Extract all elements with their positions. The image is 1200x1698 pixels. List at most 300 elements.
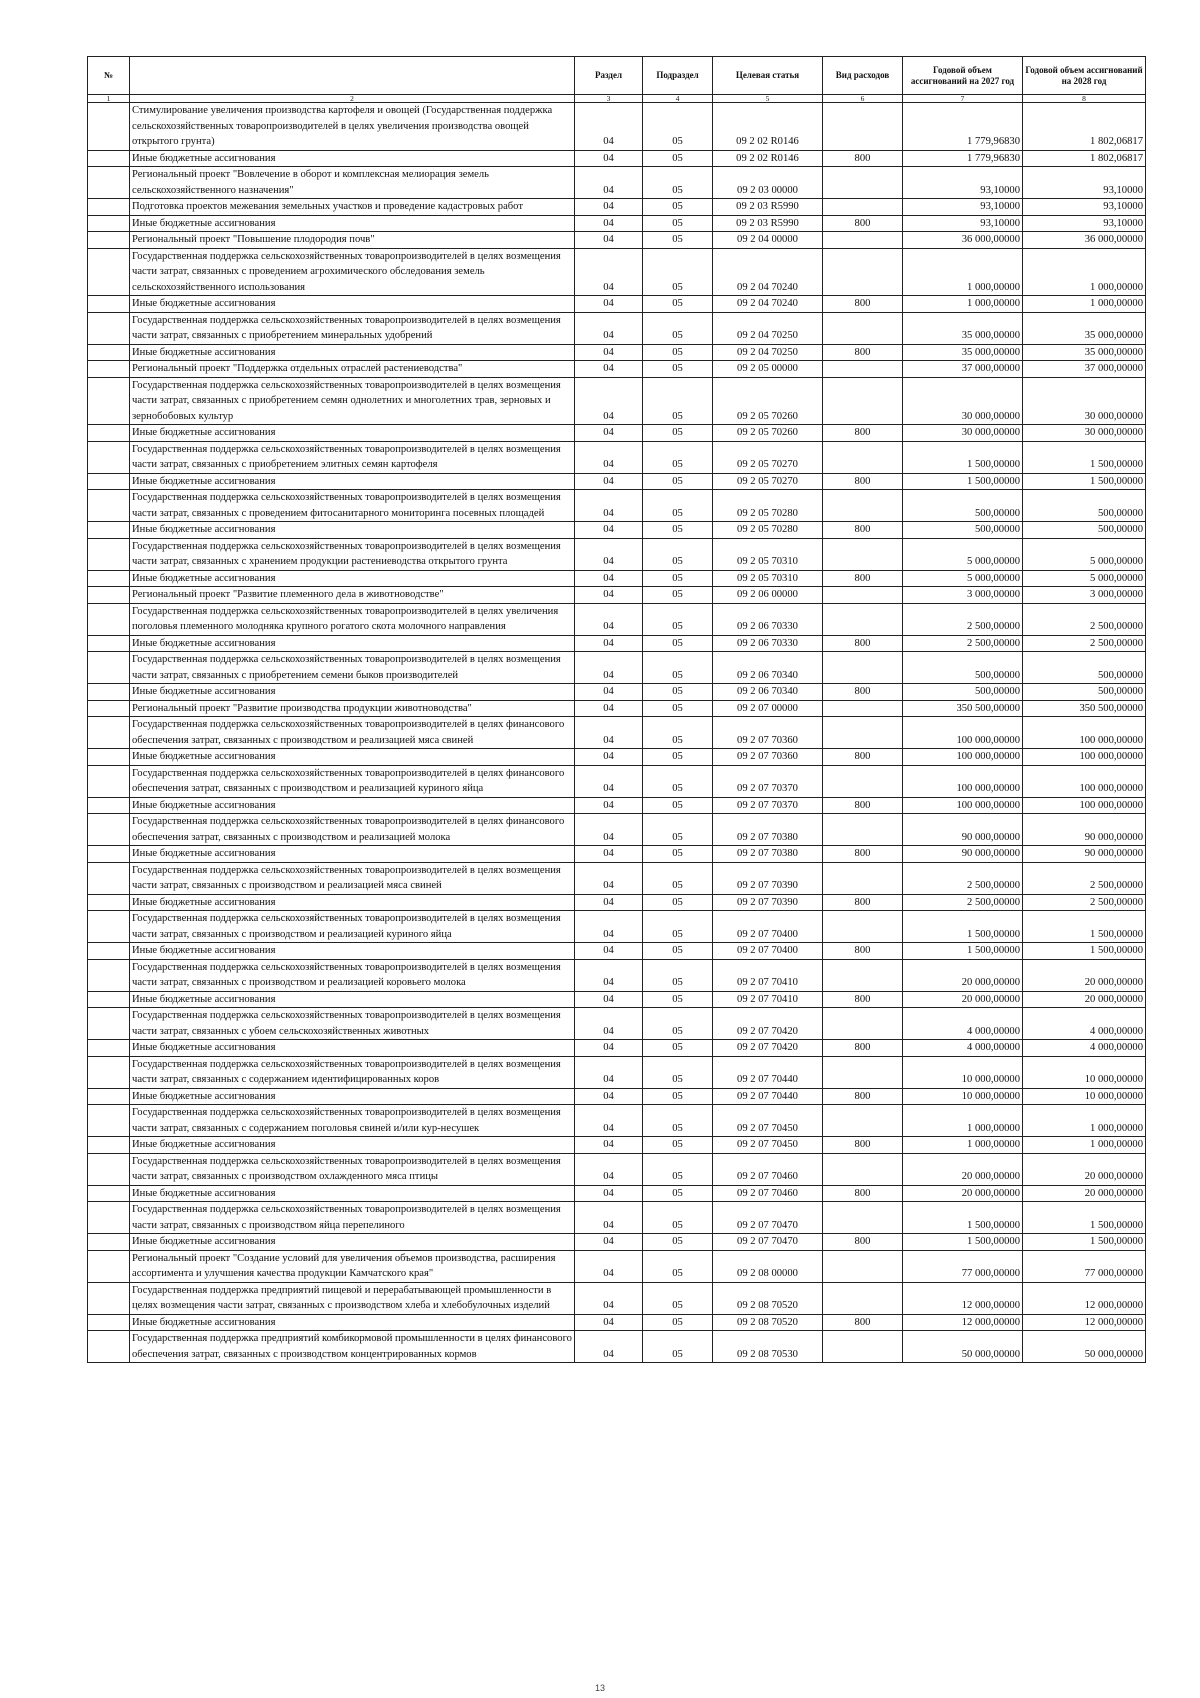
row-section-cell: 04 [575,749,643,766]
row-allocation-2028-cell: 350 500,00000 [1023,700,1146,717]
table-row [88,991,1146,1008]
row-expense-kind-cell: 800 [823,425,903,442]
row-expense-kind-cell: 800 [823,150,903,167]
row-allocation-2028-cell: 1 000,00000 [1023,296,1146,313]
row-number-cell [88,167,130,199]
row-number-cell [88,1040,130,1057]
table-row [88,1331,1146,1363]
row-target-article-cell: 09 2 07 70380 [713,846,823,863]
row-number-cell [88,959,130,991]
table-row [88,490,1146,522]
row-target-article-cell: 09 2 08 70530 [713,1331,823,1363]
row-allocation-2028-cell: 500,00000 [1023,490,1146,522]
table-row [88,441,1146,473]
row-section-cell: 04 [575,1202,643,1234]
row-expense-kind-cell [823,248,903,296]
row-allocation-2028-cell: 20 000,00000 [1023,959,1146,991]
table-row [88,344,1146,361]
row-expense-kind-cell: 800 [823,1234,903,1251]
row-expense-kind-cell [823,587,903,604]
row-subsection-cell: 05 [643,959,713,991]
table-row [88,215,1146,232]
row-allocation-2027-cell: 20 000,00000 [903,1153,1023,1185]
row-allocation-2027-cell: 30 000,00000 [903,377,1023,425]
row-allocation-2027-cell: 1 000,00000 [903,1105,1023,1137]
row-allocation-2028-cell: 93,10000 [1023,167,1146,199]
table-row [88,749,1146,766]
row-allocation-2028-cell: 2 500,00000 [1023,603,1146,635]
row-expense-kind-cell: 800 [823,635,903,652]
row-allocation-2027-cell: 12 000,00000 [903,1314,1023,1331]
row-allocation-2027-cell: 1 000,00000 [903,1137,1023,1154]
row-name-cell: Региональный проект "Вовлечение в оборот и комплексная мелиорация земель сельскохозяйственного назначения" [130,167,575,199]
row-allocation-2027-cell: 4 000,00000 [903,1008,1023,1040]
row-allocation-2027-cell: 350 500,00000 [903,700,1023,717]
row-subsection-cell: 05 [643,1040,713,1057]
column-header-number: № [88,57,130,95]
table-row [88,765,1146,797]
row-subsection-cell: 05 [643,700,713,717]
row-name-cell: Государственная поддержка сельскохозяйственных товаропроизводителей в целях возмещения части затрат, связанных с содержанием поголовья свиней и/или кур-несушек [130,1105,575,1137]
row-section-cell: 04 [575,911,643,943]
row-subsection-cell: 05 [643,1008,713,1040]
row-name-cell: Иные бюджетные ассигнования [130,894,575,911]
row-expense-kind-cell [823,1282,903,1314]
row-expense-kind-cell [823,490,903,522]
row-expense-kind-cell: 800 [823,1137,903,1154]
row-expense-kind-cell: 800 [823,943,903,960]
row-name-cell: Государственная поддержка сельскохозяйственных товаропроизводителей в целях возмещения части затрат, связанных с приобретением элитных семян картофеля [130,441,575,473]
row-subsection-cell: 05 [643,538,713,570]
row-subsection-cell: 05 [643,797,713,814]
row-target-article-cell: 09 2 08 00000 [713,1250,823,1282]
row-allocation-2028-cell: 1 802,06817 [1023,103,1146,151]
column-number-row [88,95,1146,103]
row-target-article-cell: 09 2 07 70370 [713,765,823,797]
table-row [88,473,1146,490]
row-allocation-2027-cell: 10 000,00000 [903,1088,1023,1105]
row-name-cell: Государственная поддержка сельскохозяйственных товаропроизводителей в целях финансового обеспечения затрат, связанных с производством и реализацией куриного яйца [130,765,575,797]
row-subsection-cell: 05 [643,1250,713,1282]
row-expense-kind-cell: 800 [823,749,903,766]
row-expense-kind-cell: 800 [823,684,903,701]
row-name-cell: Иные бюджетные ассигнования [130,1234,575,1251]
row-allocation-2028-cell: 93,10000 [1023,215,1146,232]
row-allocation-2028-cell: 30 000,00000 [1023,425,1146,442]
row-name-cell: Иные бюджетные ассигнования [130,296,575,313]
row-subsection-cell: 05 [643,167,713,199]
row-target-article-cell: 09 2 05 70260 [713,425,823,442]
row-number-cell [88,248,130,296]
row-allocation-2028-cell: 90 000,00000 [1023,846,1146,863]
column-header-name [130,57,575,95]
row-subsection-cell: 05 [643,522,713,539]
row-allocation-2027-cell: 500,00000 [903,522,1023,539]
row-allocation-2028-cell: 36 000,00000 [1023,232,1146,249]
table-row [88,1185,1146,1202]
table-row [88,700,1146,717]
row-target-article-cell: 09 2 07 70400 [713,911,823,943]
column-number: 3 [575,95,643,103]
table-header-row [88,57,1146,95]
column-number: 1 [88,95,130,103]
row-allocation-2028-cell: 77 000,00000 [1023,1250,1146,1282]
row-section-cell: 04 [575,361,643,378]
row-number-cell [88,862,130,894]
row-allocation-2027-cell: 100 000,00000 [903,749,1023,766]
row-section-cell: 04 [575,296,643,313]
row-expense-kind-cell: 800 [823,797,903,814]
row-section-cell: 04 [575,150,643,167]
row-subsection-cell: 05 [643,103,713,151]
row-number-cell [88,312,130,344]
row-name-cell: Государственная поддержка сельскохозяйственных товаропроизводителей в целях возмещения части затрат, связанных с производством и реализацией куриного яйца [130,911,575,943]
row-allocation-2028-cell: 1 500,00000 [1023,441,1146,473]
row-subsection-cell: 05 [643,312,713,344]
row-allocation-2027-cell: 90 000,00000 [903,814,1023,846]
row-subsection-cell: 05 [643,862,713,894]
row-allocation-2028-cell: 500,00000 [1023,522,1146,539]
row-number-cell [88,797,130,814]
row-number-cell [88,1234,130,1251]
table-row [88,232,1146,249]
row-name-cell: Государственная поддержка сельскохозяйственных товаропроизводителей в целях увеличения поголовья племенного молодняка крупного рогатого скота молочного направления [130,603,575,635]
row-section-cell: 04 [575,425,643,442]
row-target-article-cell: 09 2 07 70470 [713,1234,823,1251]
row-expense-kind-cell [823,103,903,151]
column-number: 8 [1023,95,1146,103]
row-allocation-2027-cell: 500,00000 [903,490,1023,522]
row-section-cell: 04 [575,248,643,296]
row-target-article-cell: 09 2 07 70450 [713,1105,823,1137]
row-name-cell: Иные бюджетные ассигнования [130,473,575,490]
table-row [88,587,1146,604]
row-expense-kind-cell [823,377,903,425]
row-name-cell: Государственная поддержка сельскохозяйственных товаропроизводителей в целях возмещения части затрат, связанных с хранением продукции растениеводства открытого грунта [130,538,575,570]
table-row [88,1040,1146,1057]
table-row [88,652,1146,684]
row-expense-kind-cell: 800 [823,1185,903,1202]
page-number: 13 [594,1683,605,1693]
table-row [88,684,1146,701]
row-allocation-2028-cell: 100 000,00000 [1023,749,1146,766]
row-name-cell: Государственная поддержка сельскохозяйственных товаропроизводителей в целях возмещения части затрат, связанных с убоем сельскохозяйственных животных [130,1008,575,1040]
row-expense-kind-cell [823,700,903,717]
row-target-article-cell: 09 2 05 00000 [713,361,823,378]
table-row [88,959,1146,991]
row-target-article-cell: 09 2 07 70370 [713,797,823,814]
row-allocation-2027-cell: 100 000,00000 [903,765,1023,797]
row-allocation-2028-cell: 5 000,00000 [1023,570,1146,587]
row-allocation-2027-cell: 2 500,00000 [903,635,1023,652]
row-section-cell: 04 [575,1282,643,1314]
row-number-cell [88,1185,130,1202]
row-name-cell: Региональный проект "Развитие племенного дела в животноводстве" [130,587,575,604]
row-allocation-2028-cell: 1 500,00000 [1023,1202,1146,1234]
row-allocation-2027-cell: 35 000,00000 [903,344,1023,361]
column-number: 6 [823,95,903,103]
row-name-cell: Иные бюджетные ассигнования [130,522,575,539]
row-subsection-cell: 05 [643,943,713,960]
row-section-cell: 04 [575,1088,643,1105]
column-header-target-article: Целевая статья [713,57,823,95]
row-number-cell [88,587,130,604]
row-subsection-cell: 05 [643,1137,713,1154]
row-expense-kind-cell [823,1153,903,1185]
row-target-article-cell: 09 2 02 R0146 [713,150,823,167]
row-allocation-2028-cell: 100 000,00000 [1023,797,1146,814]
row-allocation-2028-cell: 37 000,00000 [1023,361,1146,378]
row-target-article-cell: 09 2 07 70380 [713,814,823,846]
row-target-article-cell: 09 2 07 70440 [713,1056,823,1088]
row-name-cell: Государственная поддержка сельскохозяйственных товаропроизводителей в целях возмещения части затрат, связанных с приобретением семени быков производителей [130,652,575,684]
row-allocation-2028-cell: 2 500,00000 [1023,635,1146,652]
row-number-cell [88,522,130,539]
row-target-article-cell: 09 2 02 R0146 [713,103,823,151]
row-name-cell: Иные бюджетные ассигнования [130,846,575,863]
table-row [88,1202,1146,1234]
row-expense-kind-cell: 800 [823,1314,903,1331]
row-allocation-2028-cell: 90 000,00000 [1023,814,1146,846]
row-allocation-2027-cell: 1 779,96830 [903,103,1023,151]
row-name-cell: Государственная поддержка сельскохозяйственных товаропроизводителей в целях возмещения части затрат, связанных с производством и реализацией коровьего молока [130,959,575,991]
row-number-cell [88,717,130,749]
row-expense-kind-cell: 800 [823,344,903,361]
row-expense-kind-cell [823,167,903,199]
row-allocation-2027-cell: 1 779,96830 [903,150,1023,167]
row-section-cell: 04 [575,1056,643,1088]
table-row [88,603,1146,635]
row-section-cell: 04 [575,199,643,216]
row-section-cell: 04 [575,603,643,635]
row-number-cell [88,103,130,151]
row-target-article-cell: 09 2 07 70460 [713,1185,823,1202]
row-allocation-2028-cell: 1 000,00000 [1023,1105,1146,1137]
row-target-article-cell: 09 2 05 70310 [713,538,823,570]
row-expense-kind-cell: 800 [823,991,903,1008]
row-allocation-2027-cell: 100 000,00000 [903,797,1023,814]
row-target-article-cell: 09 2 04 70240 [713,248,823,296]
table-row [88,862,1146,894]
row-expense-kind-cell: 800 [823,215,903,232]
row-subsection-cell: 05 [643,1153,713,1185]
row-name-cell: Региональный проект "Поддержка отдельных отраслей растениеводства" [130,361,575,378]
row-name-cell: Региональный проект "Развитие производства продукции животноводства" [130,700,575,717]
table-row [88,377,1146,425]
row-subsection-cell: 05 [643,603,713,635]
row-number-cell [88,652,130,684]
row-target-article-cell: 09 2 05 70260 [713,377,823,425]
row-target-article-cell: 09 2 07 70390 [713,862,823,894]
row-expense-kind-cell: 800 [823,473,903,490]
table-row [88,1137,1146,1154]
column-header-section: Раздел [575,57,643,95]
row-expense-kind-cell [823,959,903,991]
row-target-article-cell: 09 2 03 R5990 [713,215,823,232]
row-subsection-cell: 05 [643,473,713,490]
table-row [88,911,1146,943]
row-subsection-cell: 05 [643,1202,713,1234]
row-name-cell: Иные бюджетные ассигнования [130,215,575,232]
row-subsection-cell: 05 [643,846,713,863]
row-name-cell: Государственная поддержка сельскохозяйственных товаропроизводителей в целях финансового обеспечения затрат, связанных с производством и реализацией мяса свиней [130,717,575,749]
row-allocation-2027-cell: 2 500,00000 [903,894,1023,911]
row-section-cell: 04 [575,959,643,991]
row-allocation-2028-cell: 1 000,00000 [1023,248,1146,296]
row-expense-kind-cell [823,441,903,473]
row-subsection-cell: 05 [643,248,713,296]
row-name-cell: Региональный проект "Создание условий для увеличения объемов производства, расширения ассортимента и улучшения качества продукции Камчатского края" [130,1250,575,1282]
row-number-cell [88,425,130,442]
row-target-article-cell: 09 2 06 70330 [713,635,823,652]
row-expense-kind-cell [823,199,903,216]
row-target-article-cell: 09 2 06 70340 [713,652,823,684]
table-row [88,814,1146,846]
row-allocation-2028-cell: 35 000,00000 [1023,344,1146,361]
row-expense-kind-cell [823,1331,903,1363]
row-subsection-cell: 05 [643,425,713,442]
row-allocation-2027-cell: 35 000,00000 [903,312,1023,344]
row-section-cell: 04 [575,570,643,587]
row-allocation-2028-cell: 2 500,00000 [1023,894,1146,911]
column-header-subsection: Подраздел [643,57,713,95]
row-allocation-2027-cell: 12 000,00000 [903,1282,1023,1314]
row-section-cell: 04 [575,441,643,473]
row-name-cell: Государственная поддержка предприятий комбикормовой промышленности в целях финансового обеспечения затрат, связанных с производством концентрированных кормов [130,1331,575,1363]
row-subsection-cell: 05 [643,684,713,701]
row-name-cell: Государственная поддержка сельскохозяйственных товаропроизводителей в целях финансового обеспечения затрат, связанных с производством и реализацией молока [130,814,575,846]
table-row [88,1056,1146,1088]
row-name-cell: Иные бюджетные ассигнования [130,344,575,361]
row-number-cell [88,344,130,361]
table-row [88,199,1146,216]
row-expense-kind-cell [823,1008,903,1040]
row-number-cell [88,1088,130,1105]
row-target-article-cell: 09 2 07 70410 [713,959,823,991]
row-number-cell [88,232,130,249]
row-subsection-cell: 05 [643,344,713,361]
row-section-cell: 04 [575,377,643,425]
row-subsection-cell: 05 [643,1185,713,1202]
row-target-article-cell: 09 2 07 70360 [713,717,823,749]
table-row [88,103,1146,151]
row-section-cell: 04 [575,814,643,846]
row-number-cell [88,635,130,652]
row-expense-kind-cell [823,232,903,249]
row-section-cell: 04 [575,1185,643,1202]
row-number-cell [88,570,130,587]
row-allocation-2027-cell: 100 000,00000 [903,717,1023,749]
row-subsection-cell: 05 [643,150,713,167]
row-subsection-cell: 05 [643,199,713,216]
table-row [88,846,1146,863]
row-subsection-cell: 05 [643,1331,713,1363]
row-name-cell: Стимулирование увеличения производства картофеля и овощей (Государственная поддержка сельскохозяйственных товаропроизводителей в целях увеличения производства овощей открытого грунта) [130,103,575,151]
table-row [88,1314,1146,1331]
row-allocation-2027-cell: 1 500,00000 [903,1202,1023,1234]
row-section-cell: 04 [575,312,643,344]
row-target-article-cell: 09 2 07 00000 [713,700,823,717]
column-header-allocation-2027: Годовой объем ассигнований на 2027 год [903,57,1023,95]
row-section-cell: 04 [575,538,643,570]
row-target-article-cell: 09 2 07 70410 [713,991,823,1008]
column-number: 5 [713,95,823,103]
row-target-article-cell: 09 2 03 R5990 [713,199,823,216]
row-allocation-2027-cell: 20 000,00000 [903,1185,1023,1202]
row-allocation-2028-cell: 4 000,00000 [1023,1008,1146,1040]
row-expense-kind-cell [823,1056,903,1088]
row-subsection-cell: 05 [643,652,713,684]
row-allocation-2027-cell: 93,10000 [903,167,1023,199]
row-allocation-2027-cell: 3 000,00000 [903,587,1023,604]
row-number-cell [88,473,130,490]
row-allocation-2028-cell: 100 000,00000 [1023,765,1146,797]
row-allocation-2028-cell: 1 802,06817 [1023,150,1146,167]
row-number-cell [88,1153,130,1185]
table-row [88,296,1146,313]
row-number-cell [88,749,130,766]
row-name-cell: Государственная поддержка сельскохозяйственных товаропроизводителей в целях возмещения части затрат, связанных с проведением агрохимического обследования земель сельскохозяйственного использования [130,248,575,296]
row-allocation-2028-cell: 1 500,00000 [1023,1234,1146,1251]
row-allocation-2028-cell: 1 500,00000 [1023,943,1146,960]
row-allocation-2028-cell: 1 000,00000 [1023,1137,1146,1154]
row-name-cell: Иные бюджетные ассигнования [130,797,575,814]
row-subsection-cell: 05 [643,441,713,473]
row-allocation-2027-cell: 500,00000 [903,652,1023,684]
row-expense-kind-cell [823,361,903,378]
row-number-cell [88,441,130,473]
row-name-cell: Иные бюджетные ассигнования [130,749,575,766]
row-section-cell: 04 [575,1008,643,1040]
row-allocation-2027-cell: 2 500,00000 [903,862,1023,894]
row-number-cell [88,1202,130,1234]
row-subsection-cell: 05 [643,1314,713,1331]
row-allocation-2027-cell: 10 000,00000 [903,1056,1023,1088]
row-number-cell [88,911,130,943]
table-row [88,943,1146,960]
row-name-cell: Иные бюджетные ассигнования [130,684,575,701]
row-section-cell: 04 [575,473,643,490]
row-allocation-2027-cell: 20 000,00000 [903,959,1023,991]
row-number-cell [88,199,130,216]
row-allocation-2027-cell: 2 500,00000 [903,603,1023,635]
row-expense-kind-cell [823,538,903,570]
row-subsection-cell: 05 [643,911,713,943]
row-section-cell: 04 [575,1234,643,1251]
row-name-cell: Иные бюджетные ассигнования [130,1185,575,1202]
row-allocation-2028-cell: 10 000,00000 [1023,1056,1146,1088]
row-section-cell: 04 [575,1331,643,1363]
row-section-cell: 04 [575,232,643,249]
row-target-article-cell: 09 2 06 70330 [713,603,823,635]
row-expense-kind-cell [823,1202,903,1234]
row-allocation-2027-cell: 1 500,00000 [903,911,1023,943]
row-allocation-2028-cell: 5 000,00000 [1023,538,1146,570]
row-expense-kind-cell: 800 [823,1040,903,1057]
row-target-article-cell: 09 2 03 00000 [713,167,823,199]
row-number-cell [88,1331,130,1363]
row-target-article-cell: 09 2 08 70520 [713,1282,823,1314]
table-row [88,570,1146,587]
column-header-allocation-2028: Годовой объем ассигнований на 2028 год [1023,57,1146,95]
row-target-article-cell: 09 2 06 70340 [713,684,823,701]
row-number-cell [88,361,130,378]
column-header-expense-kind: Вид расходов [823,57,903,95]
row-number-cell [88,684,130,701]
row-allocation-2027-cell: 93,10000 [903,199,1023,216]
row-target-article-cell: 09 2 07 70420 [713,1008,823,1040]
row-number-cell [88,1282,130,1314]
